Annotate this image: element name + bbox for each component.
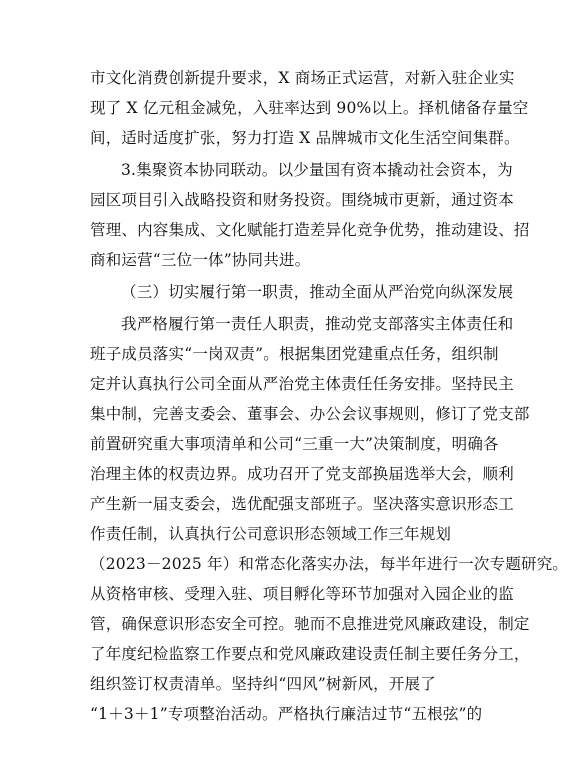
paragraph-line: 组织签订权责清单。坚持纠“四风”树新风，开展了	[90, 675, 436, 693]
paragraph-line: 从资格审核、受理入驻、项目孵化等环节加强对入园企业的监	[90, 585, 514, 603]
paragraph-line: 作责任制，认真执行公司意识形态领域工作三年规划	[90, 525, 452, 543]
paragraph-line: 现了 X 亿元租金减免，入驻率达到 90%以上。择机储备存量空	[90, 99, 529, 117]
paragraph-line: 商和运营“三位一体”协同共进。	[90, 251, 311, 269]
paragraph-line: 班子成员落实“一岗双责”。根据集团党建重点任务，组织制	[90, 345, 499, 363]
paragraph-line: 我严格履行第一责任人职责，推动党支部落实主体责任和	[121, 315, 514, 333]
paragraph-line: 管，确保意识形态安全可控。驰而不息推进党风廉政建设，制定	[90, 615, 530, 633]
paragraph-line: 市文化消费创新提升要求，X 商场正式运营，对新入驻企业实	[90, 69, 515, 87]
paragraph-line: 治理主体的权责边界。成功召开了党支部换届选举大会，顺利	[90, 465, 514, 483]
paragraph-line: 集中制，完善支委会、董事会、办公会议事规则，修订了党支部	[90, 405, 530, 423]
paragraph-line: 园区项目引入战略投资和财务投资。围绕城市更新，通过资本	[90, 191, 514, 209]
paragraph-line: 了年度纪检监察工作要点和党风廉政建设责任制主要任务分工，	[90, 645, 530, 663]
paragraph-line: （2023－2025 年）和常态化落实办法，每半年进行一次专题研究。	[90, 555, 569, 573]
section-heading: （三）切实履行第一职责，推动全面从严治党向纵深发展	[121, 283, 514, 301]
paragraph-line: 间，适时适度扩张，努力打造 X 品牌城市文化生活空间集群。	[90, 129, 520, 147]
paragraph-line: 定并认真执行公司全面从严治党主体责任任务安排。坚持民主	[90, 375, 514, 393]
paragraph-line: 产生新一届支委会，选优配强支部班子。坚决落实意识形态工	[90, 495, 514, 513]
paragraph-line: 管理、内容集成、文化赋能打造差异化竞争优势，推动建设、招	[90, 221, 530, 239]
paragraph-line: 3.集聚资本协同联动。以少量国有资本撬动社会资本，为	[121, 161, 513, 179]
paragraph-line: 前置研究重大事项清单和公司“三重一大”决策制度，明确各	[90, 435, 499, 453]
paragraph-line: “1＋3＋1”专项整治活动。严格执行廉洁过节“五根弦”的	[90, 705, 483, 723]
